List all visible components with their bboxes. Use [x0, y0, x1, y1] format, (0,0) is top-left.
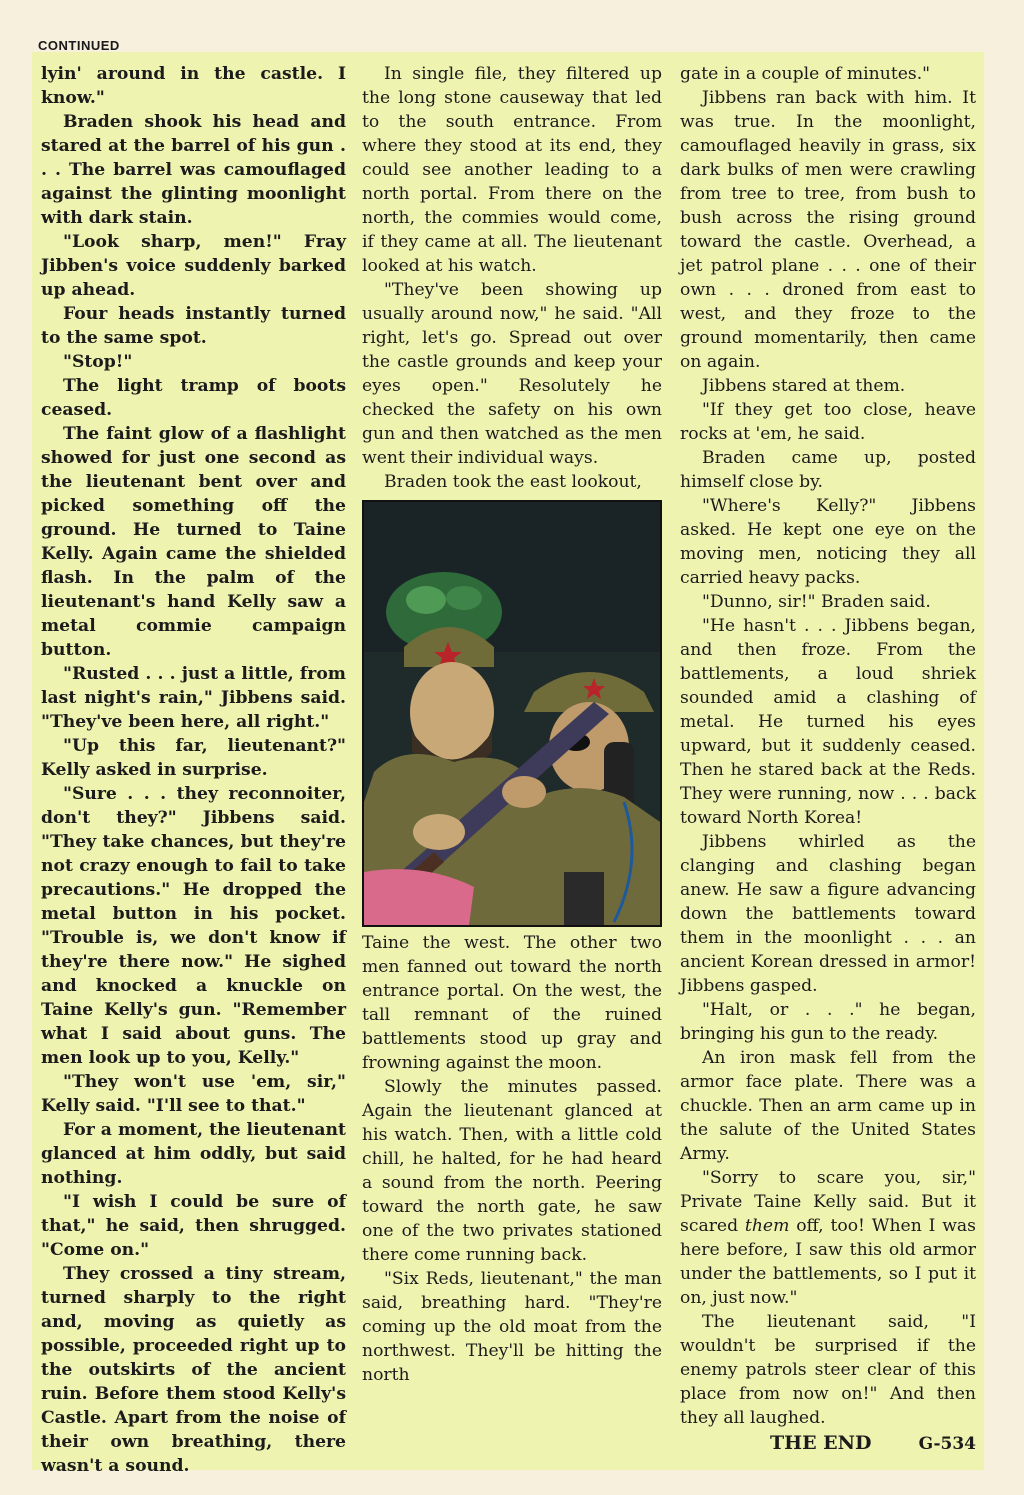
paragraph: The light tramp of boots ceased. — [41, 376, 346, 420]
paragraph: "Six Reds, lieutenant," the man said, breathing hard. "They're coming up the old moat from the northwest. They'll be hitting the north — [362, 1269, 662, 1385]
paragraph-kelly — [680, 1166, 976, 1310]
page-code: G-534 — [918, 1434, 976, 1454]
paragraph: "Rusted . . . just a little, from last night's rain," Jibbens said. "They've been here, all right." — [41, 664, 346, 732]
paragraph: "Up this far, lieutenant?" Kelly asked in surprise. — [41, 736, 346, 780]
paragraph: gate in a couple of minutes." — [680, 64, 931, 84]
paragraph: The faint glow of a flashlight showed for just one second as the lieutenant bent over and picked something off the ground. He turned to Taine Kelly. Again came the shielded flash. In the palm of the lieutenant's hand Kelly saw a metal commie campaign button. — [41, 424, 346, 660]
paragraph: An iron mask fell from the armor face plate. There was a chuckle. Then an arm came up in the salute of the United States Army. — [680, 1048, 976, 1164]
kelly-text-emphasis: them — [744, 1216, 790, 1236]
paragraph: Braden took the east lookout, — [384, 472, 642, 492]
paragraph: They crossed a tiny stream, turned sharply to the right and, moving as quietly as possible, proceeded right up to the outskirts of the ancient ruin. Before them stood Kelly's Castle. Apart from the noise of their own breathing, there wasn't a sound. — [41, 1264, 346, 1476]
paragraph: Slowly the minutes passed. Again the lieutenant glanced at his watch. Then, with a little cold chill, he halted, for he had heard a sound from the north. Peering toward the north gate, he saw one of the two privates stationed there come running back. — [362, 1077, 662, 1265]
paragraph: In single file, they filtered up the long stone causeway that led to the south entrance. From where they stood at its end, they could see another leading to a north portal. From there on the north, the commies would come, if they came at all. The lieutenant looked at his watch. — [362, 64, 662, 276]
paragraph: "Halt, or . . ." he began, bringing his gun to the ready. — [680, 1000, 976, 1044]
paragraph: Jibbens ran back with him. It was true. In the moonlight, camouflaged heavily in grass, six dark bulks of men were crawling from tree to tree, from bush to bush across the rising ground toward the castle. Overhead, a jet patrol plane . . . one of their own . . . droned from east to west, and they froze to the ground momentarily, then came on again. — [680, 88, 976, 372]
continued-label: CONTINUED — [38, 38, 120, 53]
paragraph: "If they get too close, heave rocks at 'em, he said. — [680, 400, 976, 444]
paragraph: Braden shook his head and stared at the barrel of his gun . . . The barrel was camouflaged against the glinting moonlight with dark stain. — [41, 112, 346, 228]
paragraph: Braden came up, posted himself close by. — [680, 448, 976, 492]
kelly-text-before: "Sorry to scare you, sir," Private Taine Kelly said. But it scared — [680, 1168, 976, 1236]
paragraph: Four heads instantly turned to the same spot. — [41, 304, 346, 348]
paragraph: Taine the west. The other two men fanned out toward the north entrance portal. On the west, the tall remnant of the ruined battlements stood up gray and frowning against the moon. — [362, 933, 662, 1073]
paragraph: "I wish I could be sure of that," he said, then shrugged. "Come on." — [41, 1192, 346, 1260]
paragraph: Jibbens stared at them. — [702, 376, 906, 396]
paragraph: "Sure . . . they reconnoiter, don't they?" Jibbens said. "They take chances, but they're not crazy enough to fail to take precautions." He dropped the metal button in his pocket. "Trouble is, we don't know if they're there now." He sighed and knocked a knuckle on Taine Kelly's gun. "Remember what I said about guns. The men look up to you, Kelly." — [41, 784, 346, 1068]
paragraph: For a moment, the lieutenant glanced at him oddly, but said nothing. — [41, 1120, 346, 1188]
column-2 — [362, 62, 662, 1387]
paragraph: The lieutenant said, "I wouldn't be surprised if the enemy patrols steer clear of this place from now on!" And then they all laughed. — [680, 1312, 976, 1428]
column-3 — [680, 62, 976, 1430]
soldiers-illustration-art — [364, 502, 660, 925]
paragraph: Jibbens whirled as the clanging and clashing began anew. He saw a figure advancing down the battlements toward them in the moonlight . . . an ancient Korean dressed in armor! Jibbens gasped. — [680, 832, 976, 996]
paragraph: "Where's Kelly?" Jibbens asked. He kept one eye on the moving men, noticing they all carried heavy packs. — [680, 496, 976, 588]
footer — [680, 1432, 976, 1454]
paragraph: "Dunno, sir!" Braden said. — [702, 592, 931, 612]
kelly-text-after: off, too! When I was here before, I saw this old armor under the battlements, so I put it on, just now." — [680, 1216, 977, 1308]
column-1 — [41, 62, 346, 1478]
paragraph: "They won't use 'em, sir," Kelly said. "I'll see to that." — [41, 1072, 346, 1116]
paragraph: "He hasn't . . . Jibbens began, and then froze. From the battlements, a loud shriek sounded amid a clashing of metal. He turned his eyes upward, but it suddenly ceased. Then he stared back at the Reds. They were running, now . . . back toward North Korea! — [680, 616, 976, 828]
paragraph: lyin' around in the castle. I know." — [41, 64, 346, 108]
paragraph: "Look sharp, men!" Fray Jibben's voice suddenly barked up ahead. — [41, 232, 346, 300]
the-end-label: THE END — [770, 1432, 872, 1454]
paragraph: "They've been showing up usually around now," he said. "All right, let's go. Spread out over the castle grounds and keep your eyes open." Resolutely he checked the safety on his own gun and then watched as the men went their individual ways. — [362, 280, 662, 468]
soldiers-illustration — [362, 500, 662, 927]
paragraph: "Stop!" — [63, 352, 133, 372]
